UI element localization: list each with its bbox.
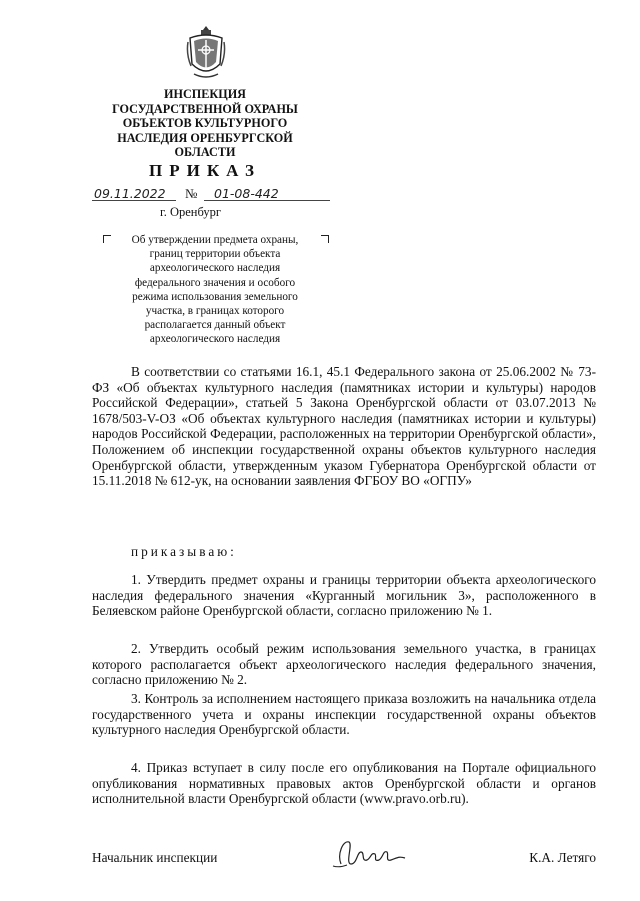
number-underline	[204, 200, 330, 201]
subject-line: археологического наследия	[149, 333, 281, 346]
document-subject	[110, 233, 320, 347]
subject-line: режима использования земельного	[132, 290, 298, 303]
city-name: г. Оренбург	[160, 205, 221, 219]
org-name-line: НАСЛЕДИЯ ОРЕНБУРГСКОЙ	[117, 130, 293, 145]
order-item: 2. Утвердить особый режим использования земельного участка, в границах которого располагается объект археологического наследия федерального значения, согласно приложению № 2.	[92, 641, 596, 688]
subject-line: Об утверждении предмета охраны,	[131, 234, 299, 246]
subject-line: границ территории объекта	[149, 248, 281, 261]
handwritten-date: 09.11.2022	[94, 186, 166, 201]
order-item: 1. Утвердить предмет охраны и границы территории объекта археологического наследия федерального значения «Курганный могильник 3», расположенного в Беляевском районе Оренбургской области, согласно приложению № 1.	[92, 572, 596, 619]
order-item: 3. Контроль за исполнением настоящего приказа возложить на начальника отдела государственного учета и охраны инспекции государственной охраны объектов культурного наследия Оренбургской области.	[92, 691, 596, 738]
subject-bracket-left	[103, 235, 111, 243]
order-item: 4. Приказ вступает в силу после его опубликования на Портале официального опубликования нормативных правовых актов Оренбургской области и органов исполнительной власти Оренбургской области (www.pravo.orb.ru).	[92, 760, 596, 807]
signer-name: К.А. Летяго	[529, 850, 596, 865]
number-sign: №	[185, 186, 198, 201]
handwritten-signature-icon	[327, 834, 417, 870]
organization-name	[90, 87, 320, 160]
subject-line: археологического наследия	[149, 262, 281, 275]
date-number-line	[92, 186, 332, 206]
org-name-line: ГОСУДАРСТВЕННОЙ ОХРАНЫ	[112, 101, 298, 116]
document-title: ПРИКАЗ	[149, 161, 261, 180]
subject-line: федерального значения и особого	[134, 276, 296, 289]
org-name-line: ОБЛАСТИ	[174, 145, 236, 160]
date-underline	[92, 200, 176, 201]
org-name-line: ИНСПЕКЦИЯ	[164, 87, 246, 101]
org-name-line: ОБЪЕКТОВ КУЛЬТУРНОГО	[122, 116, 288, 131]
signature-row	[92, 850, 596, 870]
subject-bracket-right	[321, 235, 329, 243]
order-word: приказываю:	[131, 544, 237, 559]
coat-of-arms-emblem-icon	[186, 24, 226, 82]
subject-line: располагается данный объект	[144, 319, 286, 332]
handwritten-number: 01-08-442	[214, 186, 279, 201]
preamble-paragraph: В соответствии со статьями 16.1, 45.1 Федерального закона от 25.06.2002 № 73-ФЗ «Об объектах культурного наследия (памятниках истории и культуры) народов Российской Федерации», статьей 5 Закона Оренбургской области от 03.07.2013 № 1678/503-V-ОЗ «Об объектах культурного наследия (памятниках истории и культуры) народов Российской Федерации, расположенных на территории Оренбургской области», Положением об инспекции государственной охраны объектов культурного наследия Оренбургской области, утвержденным указом Губернатора Оренбургской области от 15.11.2018 № 612-ук, на основании заявления ФГБОУ ВО «ОГПУ»	[92, 364, 596, 489]
subject-line: участка, в границах которого	[145, 305, 285, 318]
signer-position: Начальник инспекции	[92, 850, 218, 865]
